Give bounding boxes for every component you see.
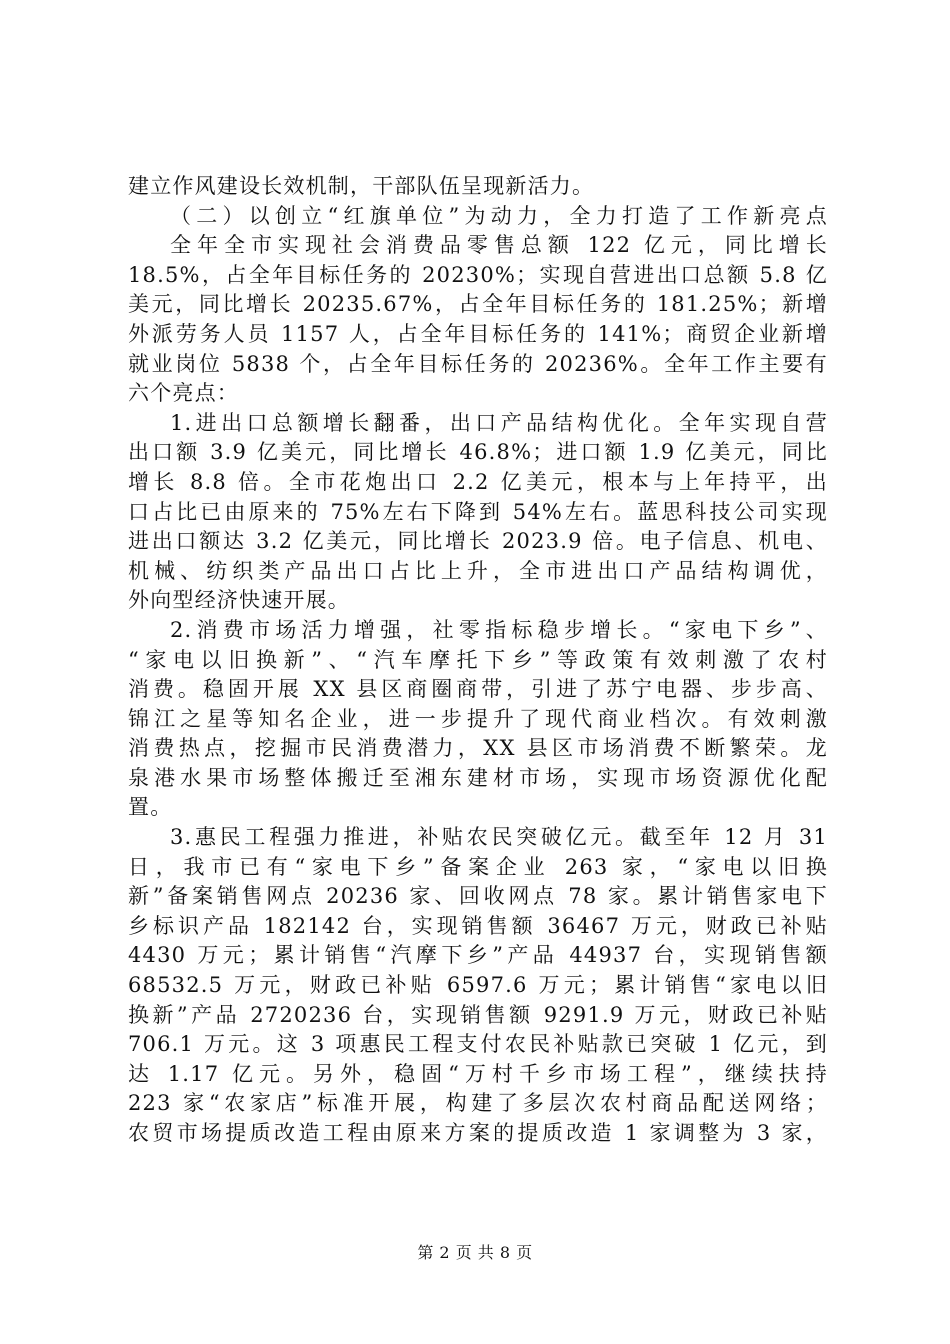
text-line: 68532.5 万元，财政已补贴 6597.6 万元；累计销售“家电以旧 — [128, 973, 828, 998]
text-line: 消费。稳固开展 XX 县区商圈商带，引进了苏宁电器、步步高、 — [128, 677, 828, 702]
text-line: 18.5%，占全年目标任务的 20230%；实现自营进出口总额 5.8 亿 — [128, 262, 828, 287]
text-line: 2.消费市场活力增强，社零指标稳步增长。“家电下乡”、 — [170, 617, 828, 642]
paragraph-highlight-3 — [128, 823, 828, 1149]
text-line: 就业岗位 5838 个，占全年目标任务的 20236%。全年工作主要有 — [128, 351, 828, 376]
text-line: 外向型经济快速开展。 — [128, 588, 350, 613]
text-line: （二）以创立“红旗单位”为动力，全力打造了工作新亮点 — [170, 203, 828, 228]
text-line: 出口额 3.9 亿美元，同比增长 46.8%；进口额 1.9 亿美元，同比 — [128, 440, 828, 465]
paragraph-highlight-1 — [128, 409, 828, 616]
document-body — [128, 172, 828, 1149]
text-line: 置。 — [128, 795, 173, 820]
text-line: 增长 8.8 倍。全市花炮出口 2.2 亿美元，根本与上年持平，出 — [128, 469, 828, 494]
text-line: 全年全市实现社会消费品零售总额 122 亿元，同比增长 — [170, 233, 828, 258]
text-line: 乡标识产品 182142 台，实现销售额 36467 万元，财政已补贴 — [128, 913, 828, 938]
text-line: 达 1.17 亿元。另外，稳固“万村千乡市场工程”，继续扶持 — [128, 1061, 828, 1086]
text-line: “家电以旧换新”、“汽车摩托下乡”等政策有效刺激了农村 — [128, 647, 828, 672]
text-line: 机械、纺织类产品出口占比上升，全市进出口产品结构调优， — [128, 558, 828, 583]
text-line: 锦江之星等知名企业，进一步提升了现代商业档次。有效刺激 — [128, 706, 828, 731]
text-line: 农贸市场提质改造工程由原来方案的提质改造 1 家调整为 3 家， — [128, 1121, 828, 1145]
text-line: 日，我市已有“家电下乡”备案企业 263 家，“家电以旧换 — [128, 854, 828, 879]
text-line: 706.1 万元。这 3 项惠民工程支付农民补贴款已突破 1 亿元，到 — [128, 1032, 828, 1057]
text-line: 六个亮点： — [128, 381, 239, 406]
text-line: 进出口额达 3.2 亿美元，同比增长 2023.9 倍。电子信息、机电、 — [128, 529, 828, 554]
text-line: 4430 万元；累计销售“汽摩下乡”产品 44937 台，实现销售额 — [128, 943, 828, 968]
text-line: 3.惠民工程强力推进，补贴农民突破亿元。截至年 12 月 31 — [170, 825, 828, 850]
text-line: 外派劳务人员 1157 人，占全年目标任务的 141%；商贸企业新增 — [128, 321, 828, 346]
text-line: 新”备案销售网点 20236 家、回收网点 78 家。累计销售家电下 — [128, 884, 828, 909]
text-line: 口占比已由原来的 75%左右下降到 54%左右。蓝思科技公司实现 — [128, 499, 828, 524]
text-line: 建立作风建设长效机制，干部队伍呈现新活力。 — [128, 174, 595, 198]
text-line: 美元，同比增长 20235.67%，占全年目标任务的 181.25%；新增 — [128, 292, 828, 317]
section-heading-2 — [128, 202, 828, 232]
text-line: 消费热点，挖掘市民消费潜力，XX 县区市场消费不断繁荣。龙 — [128, 736, 828, 761]
text-line: 换新”产品 2720236 台，实现销售额 9291.9 万元，财政已补贴 — [128, 1002, 828, 1027]
page-number-indicator: 第 2 页 共 8 页 — [417, 1243, 533, 1262]
paragraph-summary — [128, 231, 828, 409]
text-line: 1.进出口总额增长翻番，出口产品结构优化。全年实现自营 — [170, 410, 828, 435]
page-footer — [0, 1240, 950, 1263]
paragraph-highlight-2 — [128, 616, 828, 823]
text-line: 泉港水果市场整体搬迁至湘东建材市场，实现市场资源优化配 — [128, 765, 828, 790]
text-line: 223 家“农家店”标准开展，构建了多层次农村商品配送网络； — [128, 1091, 828, 1116]
paragraph-continuation — [128, 172, 828, 202]
